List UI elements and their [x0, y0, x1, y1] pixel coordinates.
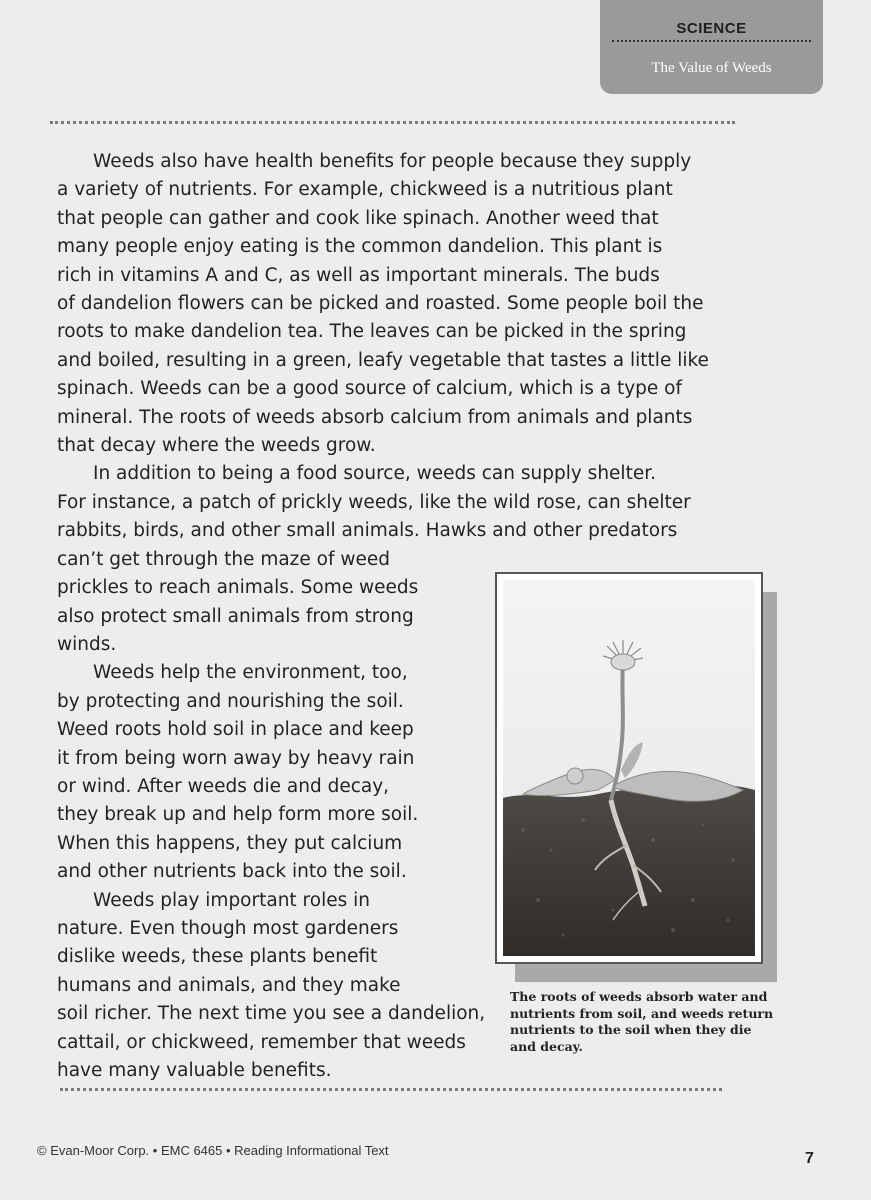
body-line: and other nutrients back into the soil.: [57, 861, 407, 883]
caption-line: The roots of weeds absorb water and: [510, 989, 768, 1004]
bottom-dotted-rule: [60, 1088, 722, 1091]
body-line: of dandelion flowers can be picked and roasted. Some people boil the: [57, 293, 704, 315]
body-line: spinach. Weeds can be a good source of calcium, which is a type of: [57, 378, 682, 400]
body-line: it from being worn away by heavy rain: [57, 747, 415, 769]
body-line: mineral. The roots of weeds absorb calcium from animals and plants: [57, 406, 693, 428]
caption-line: and decay.: [510, 1038, 583, 1054]
body-line: or wind. After weeds die and decay,: [57, 775, 390, 797]
body-line: In addition to being a food source, weeds can supply shelter.: [93, 463, 656, 485]
tab-dotted-divider: [612, 40, 811, 42]
body-line: that people can gather and cook like spinach. Another weed that: [57, 207, 659, 229]
body-line: Weeds play important roles in: [93, 889, 370, 911]
body-line: a variety of nutrients. For example, chickweed is a nutritious plant: [57, 179, 673, 201]
body-line: For instance, a patch of prickly weeds, like the wild rose, can shelter: [57, 491, 691, 513]
body-line: that decay where the weeds grow.: [57, 435, 376, 457]
body-line: have many valuable benefits.: [57, 1060, 332, 1081]
body-line: by protecting and nourishing the soil.: [57, 690, 404, 712]
body-line: and boiled, resulting in a green, leafy vegetable that tastes a little like: [57, 349, 709, 371]
body-line: rich in vitamins A and C, as well as important minerals. The buds: [57, 264, 660, 286]
topic-title: The Value of Weeds: [651, 60, 772, 76]
body-line: many people enjoy eating is the common dandelion. This plant is: [57, 236, 663, 258]
body-line: Weed roots hold soil in place and keep: [57, 719, 414, 741]
body-line: they break up and help form more soil.: [57, 804, 419, 826]
body-line: can’t get through the maze of weed: [57, 548, 390, 570]
body-line: Weeds help the environment, too,: [93, 662, 408, 684]
body-line: roots to make dandelion tea. The leaves can be picked in the spring: [57, 321, 687, 343]
caption-line: nutrients from soil, and weeds return: [510, 1005, 774, 1021]
dandelion-photo: [495, 572, 763, 964]
body-line: cattail, or chickweed, remember that weeds: [57, 1031, 466, 1053]
dandelion-in-soil-photo-icon: [503, 580, 755, 956]
body-line: prickles to reach animals. Some weeds: [57, 577, 419, 599]
body-line: dislike weeds, these plants benefit: [57, 946, 378, 968]
body-line: rabbits, birds, and other small animals. Hawks and other predators: [57, 520, 678, 542]
subject-label: SCIENCE: [676, 20, 747, 37]
section-tab: [600, 0, 823, 94]
page-number: 7: [805, 1150, 814, 1167]
body-line: also protect small animals from strong: [57, 605, 414, 627]
body-line: nature. Even though most gardeners: [57, 917, 399, 939]
footer-credit: © Evan-Moor Corp. • EMC 6465 • Reading Informational Text: [37, 1143, 389, 1158]
body-line: humans and animals, and they make: [57, 974, 401, 996]
body-line: winds.: [57, 633, 117, 655]
top-dotted-rule: [50, 121, 735, 124]
photo-caption: [510, 989, 780, 1055]
body-line: soil richer. The next time you see a dandelion,: [57, 1003, 486, 1025]
body-line: Weeds also have health benefits for people because they supply: [93, 151, 692, 172]
body-line: When this happens, they put calcium: [57, 832, 403, 854]
caption-line: nutrients to the soil when they die: [510, 1022, 752, 1037]
